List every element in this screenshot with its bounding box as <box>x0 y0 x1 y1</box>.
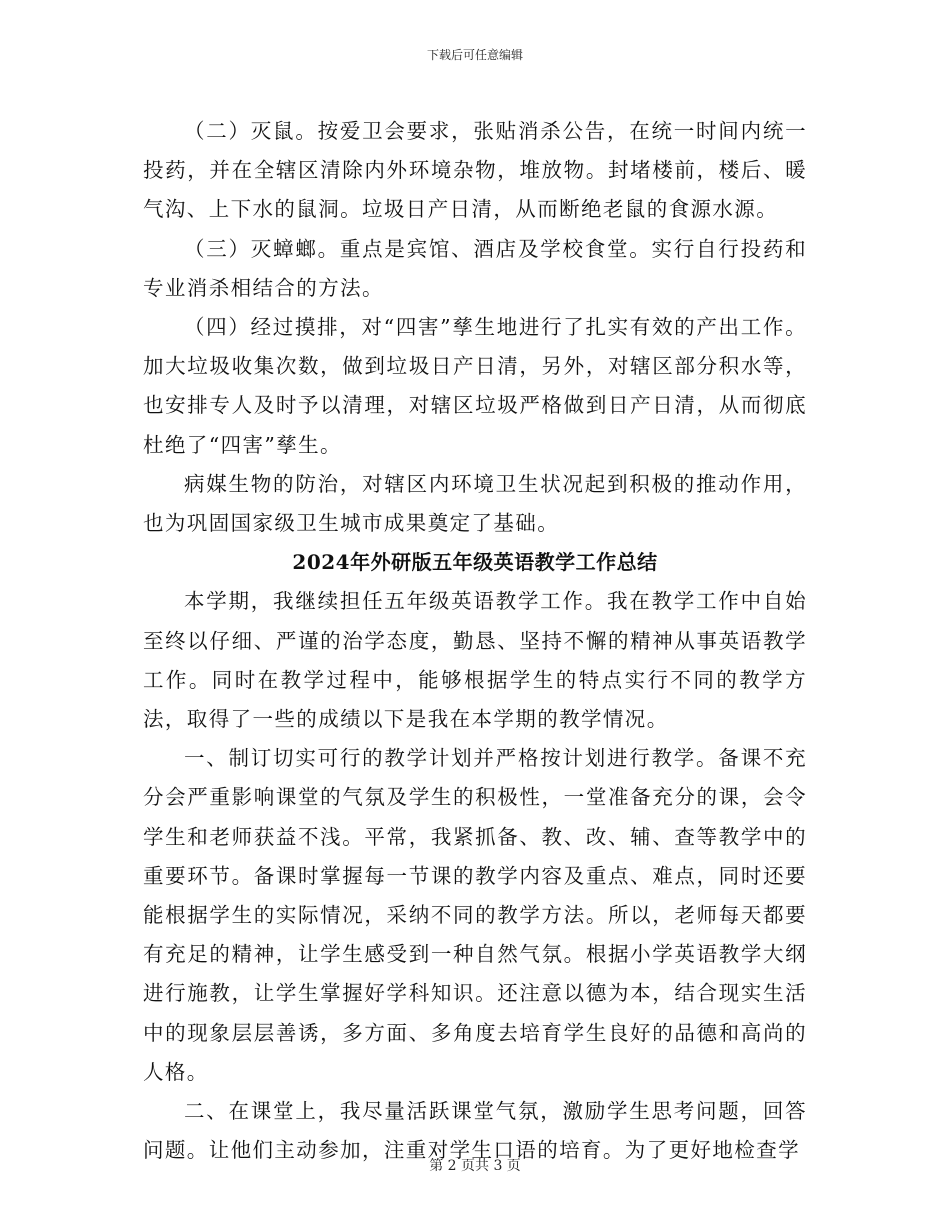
paragraph-cockroach-control: （三）灭蟑螂。重点是宾馆、酒店及学校食堂。实行自行投药和专业消杀相结合的方法。 <box>143 236 807 300</box>
document-title: 2024年外研版五年级英语教学工作总结 <box>292 550 658 575</box>
paragraph-breeding-sites: （四）经过摸排，对“四害”孳生地进行了扎实有效的产出工作。加大垃圾收集次数，做到垃圾日产日清，另外，对辖区部分积水等，也安排专人及时予以清理，对辖区垃圾严格做到日产日清，从而彻底杜绝了“四害”孳生。 <box>143 315 807 457</box>
paragraph-section-one: 一、制订切实可行的教学计划并严格按计划进行教学。备课不充分会严重影响课堂的气氛及学生的积极性，一堂准备充分的课，会令学生和老师获益不浅。平常，我紧抓备、教、改、辅、查等教学中的重要环节。备课时掌握每一节课的教学内容及重点、难点，同时还要能根据学生的实际情况，采纳不同的教学方法。所以，老师每天都要有充足的精神，让学生感受到一种自然气氛。根据小学英语教学大纲进行施教，让学生掌握好学科知识。还注意以德为本，结合现实生活中的现象层层善诱，多方面、多角度去培育学生良好的品德和高尚的人格。 <box>143 746 807 1084</box>
paragraph-section-two: 二、在课堂上，我尽量活跃课堂气氛，激励学生思考问题，回答问题。让他们主动参加，注重对学生口语的培育。为了更好地检查学 <box>143 1099 807 1163</box>
paragraph-intro: 本学期，我继续担任五年级英语教学工作。我在教学工作中自始至终以仔细、严谨的治学态度，勤恳、坚持不懈的精神从事英语教学工作。同时在教学过程中，能够根据学生的特点实行不同的教学方法，取得了一些的成绩以下是我在本学期的教学情况。 <box>143 589 807 732</box>
document-body <box>143 112 807 1170</box>
page-footer: 第 2 页共 3 页 <box>429 1158 521 1174</box>
paragraph-rodent-control: （二）灭鼠。按爱卫会要求，张贴消杀公告，在统一时间内统一投药，并在全辖区清除内外环境杂物，堆放物。封堵楼前，楼后、暖气沟、上下水的鼠洞。垃圾日产日清，从而断绝老鼠的食源水源。 <box>143 119 807 222</box>
paragraph-vector-control-summary: 病媒生物的防治，对辖区内环境卫生状况起到积极的推动作用，也为巩固国家级卫生城市成果奠定了基础。 <box>143 471 807 536</box>
page-header: 下载后可任意编辑 <box>426 48 523 62</box>
